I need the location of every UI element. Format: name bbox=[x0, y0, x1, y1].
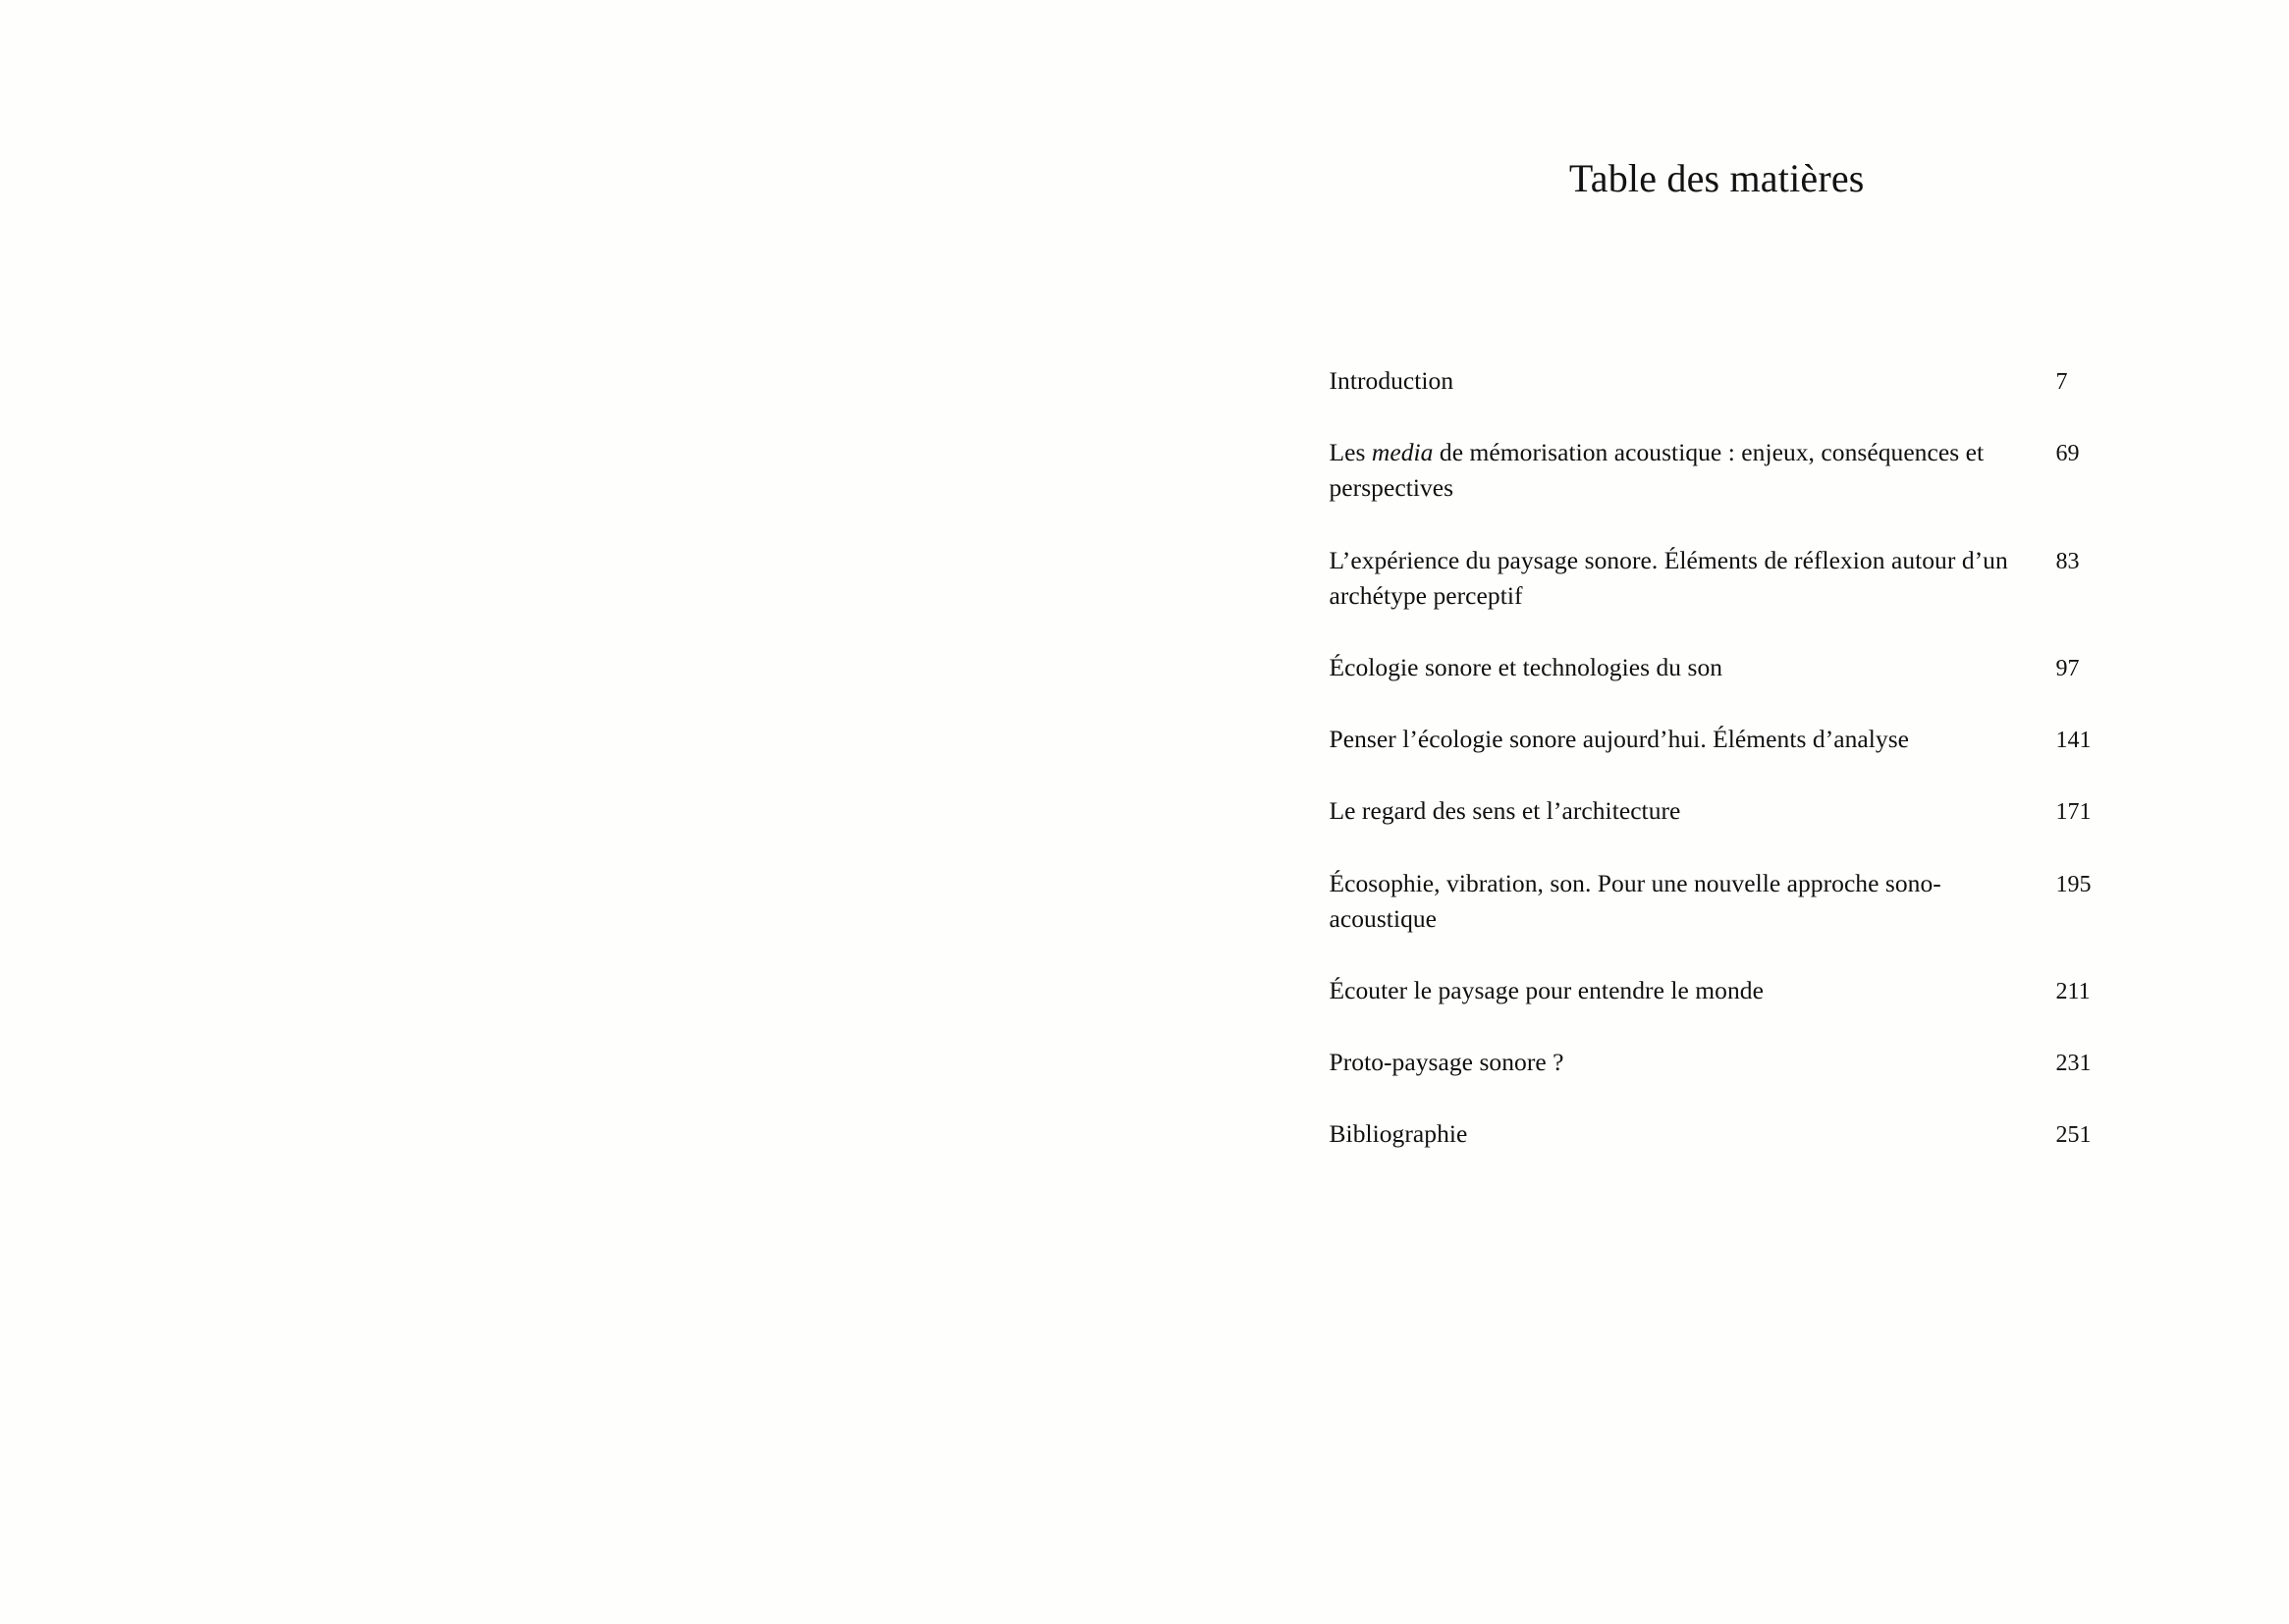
list-item[interactable] bbox=[1330, 973, 2115, 1008]
toc-entry-label bbox=[1330, 435, 2017, 506]
list-item[interactable] bbox=[1330, 1045, 2115, 1080]
list-item[interactable] bbox=[1330, 1116, 2115, 1152]
toc-entry-label-post: de mémorisation acoustique : enjeux, conséquences et perspectives bbox=[1329, 438, 1985, 503]
list-item[interactable] bbox=[1330, 435, 2115, 506]
toc-entry-label-italic: media bbox=[1371, 438, 1434, 467]
toc-entry-page: 171 bbox=[2055, 799, 2092, 826]
toc-entry-page: 251 bbox=[2055, 1122, 2092, 1149]
toc-entry-page: 7 bbox=[2055, 369, 2068, 395]
toc-entry-label: Proto-paysage sonore ? bbox=[1329, 1048, 1564, 1077]
list-item[interactable] bbox=[1330, 722, 2115, 757]
toc-entry-label: Écosophie, vibration, son. Pour une nouvelle approche sono-acoustique bbox=[1329, 868, 1941, 933]
toc-entry-label: Le regard des sens et l’architecture bbox=[1329, 796, 1681, 826]
toc-entry-page: 141 bbox=[2055, 728, 2092, 754]
table-of-contents bbox=[1330, 363, 2115, 1153]
toc-entry-label: Introduction bbox=[1329, 366, 1454, 395]
page-title: Table des matières bbox=[1568, 156, 1865, 200]
page-gutter bbox=[1145, 0, 1147, 1624]
toc-entry-page: 211 bbox=[2055, 979, 2091, 1005]
toc-entry-label-pre: Les bbox=[1329, 438, 1372, 467]
list-item[interactable] bbox=[1330, 793, 2115, 829]
toc-entry-label: Écouter le paysage pour entendre le monde bbox=[1329, 976, 1764, 1005]
list-item[interactable] bbox=[1330, 650, 2115, 685]
list-item[interactable] bbox=[1330, 866, 2115, 937]
toc-entry-page: 195 bbox=[2055, 871, 2092, 897]
toc-entry-page: 69 bbox=[2055, 441, 2080, 467]
list-item[interactable] bbox=[1330, 363, 2115, 399]
toc-entry-page: 83 bbox=[2055, 548, 2080, 574]
toc-entry-page: 231 bbox=[2055, 1051, 2092, 1077]
toc-entry-label: Penser l’écologie sonore aujourd’hui. Éléments d’analyse bbox=[1329, 725, 1910, 754]
toc-entry-label: L’expérience du paysage sonore. Éléments de réflexion autour d’un archétype perceptif bbox=[1329, 545, 2008, 610]
toc-entry-label: Bibliographie bbox=[1329, 1119, 1468, 1149]
toc-entry-label: Écologie sonore et technologies du son bbox=[1329, 653, 1723, 682]
list-item[interactable] bbox=[1330, 543, 2115, 614]
right-page-toc bbox=[1145, 0, 2289, 1624]
toc-entry-page: 97 bbox=[2055, 656, 2080, 682]
